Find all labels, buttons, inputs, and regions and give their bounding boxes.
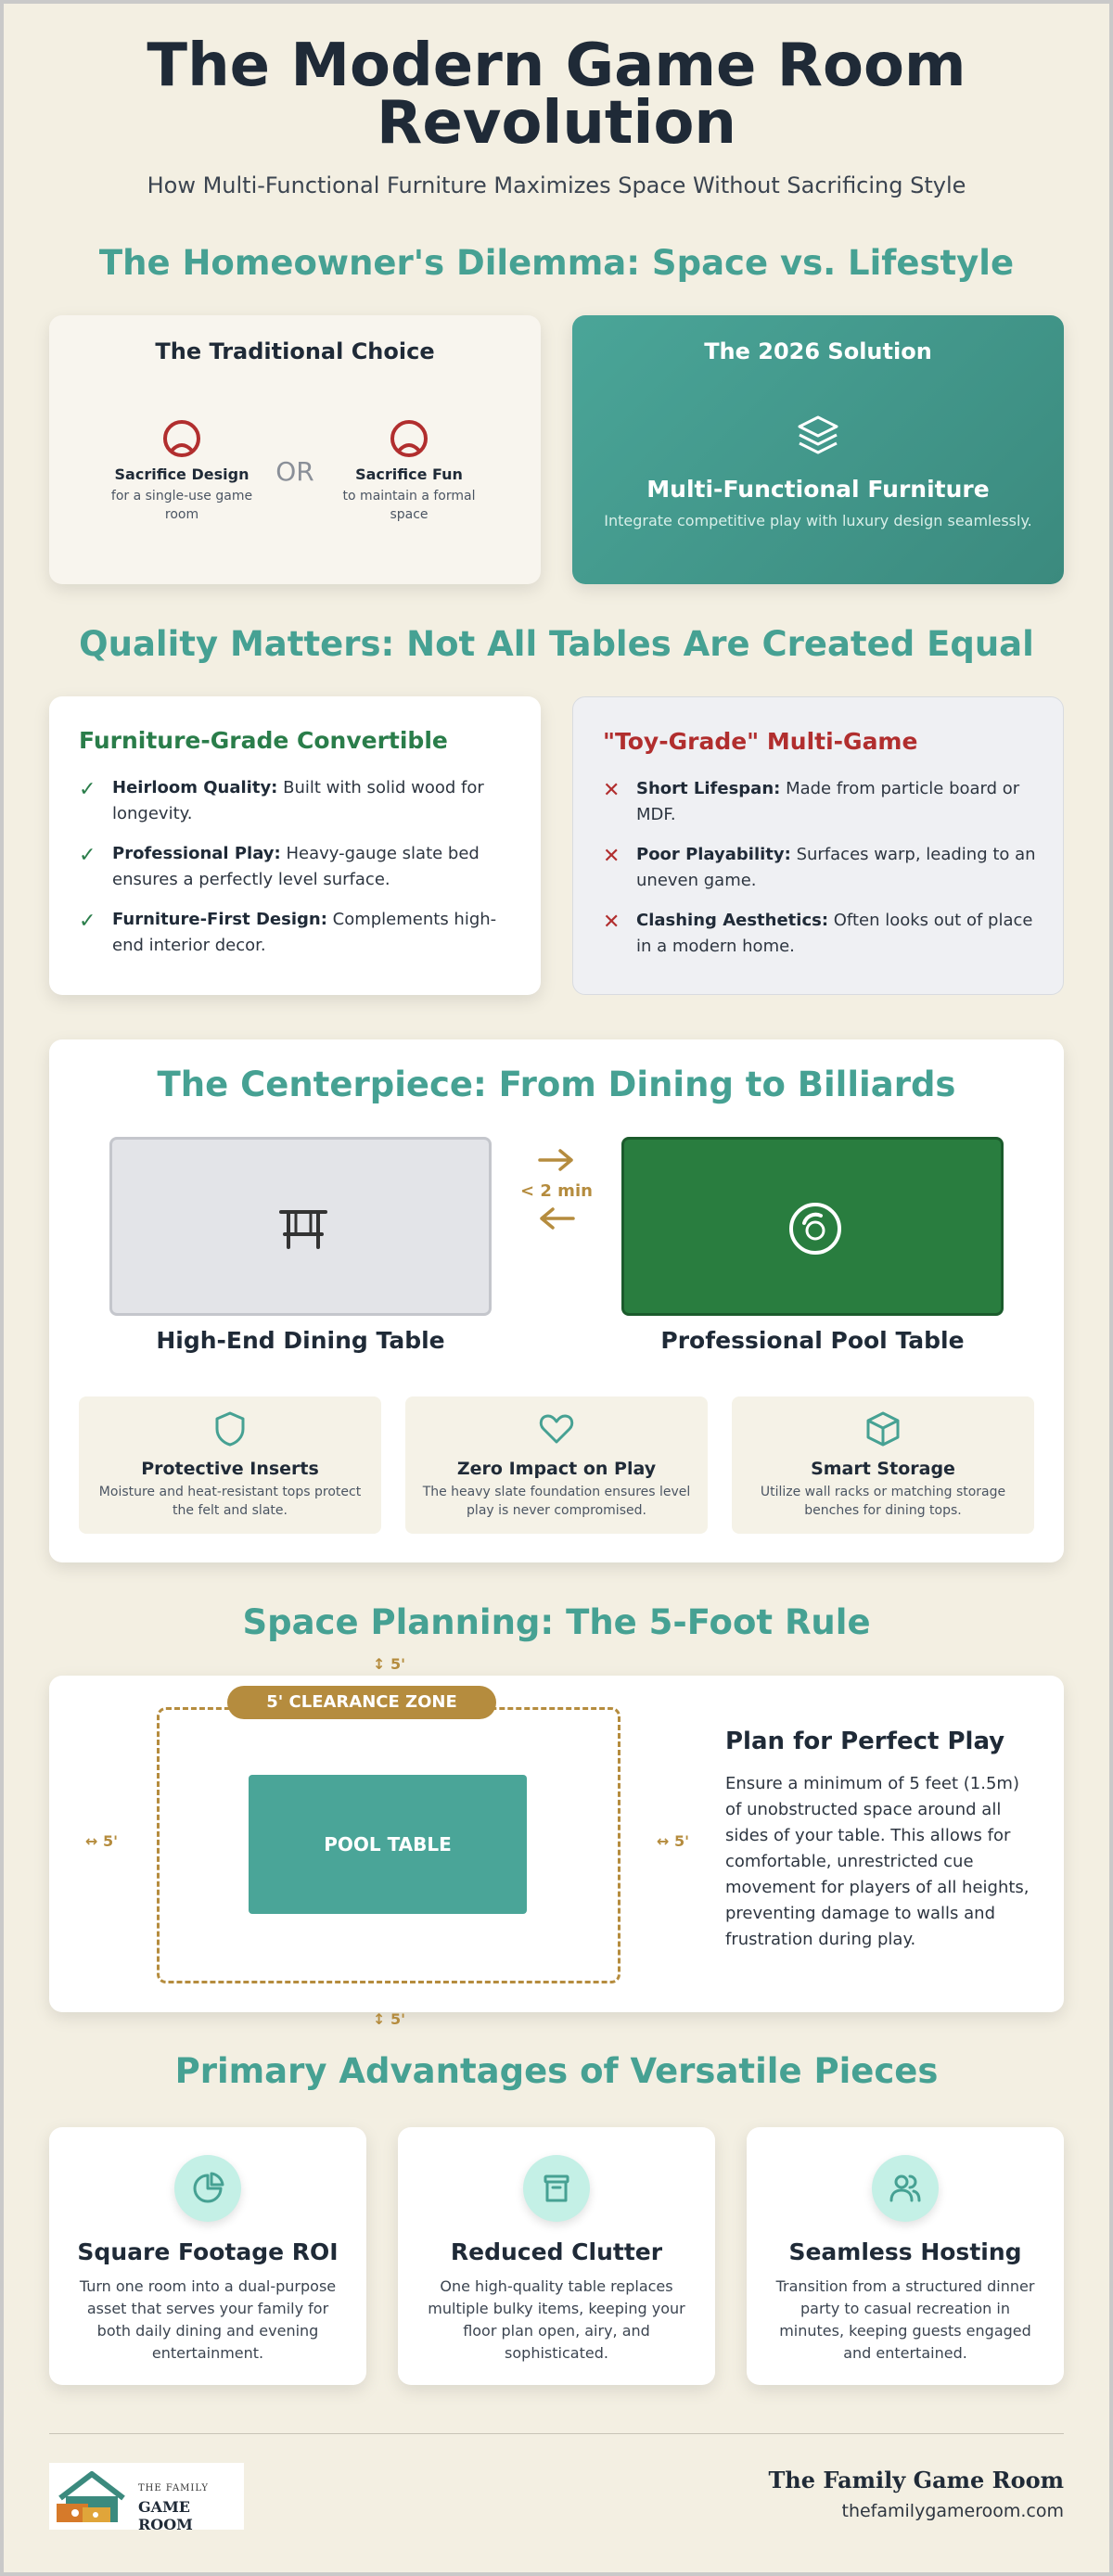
item-text: Complements high-end interior decor. bbox=[112, 910, 497, 955]
space-planning-card bbox=[49, 1676, 1064, 2012]
x-icon: ✕ bbox=[603, 911, 620, 934]
feature-title: Protective Inserts bbox=[141, 1459, 319, 1479]
sacrifice-design-title: Sacrifice Design bbox=[114, 465, 249, 483]
dining-table-illustration bbox=[109, 1137, 492, 1316]
feature-protective-inserts bbox=[79, 1396, 381, 1534]
planning-text: Ensure a minimum of 5 feet (1.5m) of unobstructed space around all sides of your table. This allows for comfortable, unrestricted cue movement for players of all heights, preventing damage to walls and frustration during play. bbox=[725, 1774, 1030, 1949]
feature-text: Utilize wall racks or matching storage benches for dining tops. bbox=[760, 1485, 1006, 1518]
sacrifice-design-option bbox=[103, 417, 261, 524]
item-label: Professional Play: bbox=[112, 844, 281, 863]
check-icon: ✓ bbox=[79, 778, 96, 801]
advantage-title: Seamless Hosting bbox=[788, 2238, 1022, 2265]
heart-icon bbox=[538, 1410, 575, 1447]
title-line-2: Revolution bbox=[377, 89, 736, 158]
feature-title: Zero Impact on Play bbox=[456, 1459, 657, 1479]
feature-text: The heavy slate foundation ensures level play is never compromised. bbox=[422, 1485, 691, 1518]
advantage-card-square-footage bbox=[49, 2127, 366, 2385]
footer-divider bbox=[49, 2433, 1064, 2434]
sacrifice-fun-sub: to maintain a formal space bbox=[342, 489, 476, 522]
item-text: Built with solid wood for longevity. bbox=[112, 778, 484, 823]
planning-section-title: Space Planning: The 5-Foot Rule bbox=[242, 1602, 871, 1642]
item-text: Surfaces warp, leading to an uneven game. bbox=[636, 845, 1036, 890]
advantage-card-seamless-hosting bbox=[747, 2127, 1064, 2385]
pool-table-illustration bbox=[621, 1137, 1004, 1316]
pool-table-diagram: POOL TABLE bbox=[249, 1775, 527, 1914]
page-title bbox=[0, 32, 1113, 158]
clearance-left-dimension: ↔ 5' bbox=[85, 1832, 119, 1850]
title-line-1: The Modern Game Room bbox=[147, 32, 966, 100]
toy-grade-card bbox=[572, 696, 1064, 995]
check-icon: ✓ bbox=[79, 910, 96, 933]
item-label: Furniture-First Design: bbox=[112, 910, 327, 929]
shield-icon bbox=[213, 1410, 247, 1447]
footer-url[interactable]: thefamilygameroom.com bbox=[841, 2501, 1064, 2521]
x-icon: ✕ bbox=[603, 779, 620, 802]
planning-heading: Plan for Perfect Play bbox=[725, 1728, 1005, 1755]
list-item bbox=[79, 841, 515, 893]
advantage-icon-circle bbox=[872, 2155, 939, 2222]
traditional-choice-card bbox=[49, 315, 541, 584]
feature-text: Moisture and heat-resistant tops protect the felt and slate. bbox=[98, 1485, 362, 1518]
convertible-title: Furniture-Grade Convertible bbox=[79, 727, 448, 754]
advantage-card-reduced-clutter bbox=[398, 2127, 715, 2385]
advantage-title: Reduced Clutter bbox=[450, 2238, 663, 2265]
list-item bbox=[79, 907, 515, 959]
clearance-zone-badge: 5' CLEARANCE ZONE bbox=[227, 1686, 496, 1719]
convertible-card bbox=[49, 696, 541, 995]
sacrifice-design-sub: for a single-use game room bbox=[110, 489, 253, 522]
solution-sub: Integrate competitive play with luxury design seamlessly. bbox=[604, 512, 1032, 529]
advantage-icon-circle bbox=[523, 2155, 590, 2222]
brand-logo[interactable] bbox=[49, 2463, 244, 2533]
users-icon bbox=[889, 2172, 922, 2205]
page-subtitle: How Multi-Functional Furniture Maximizes Space Without Sacrificing Style bbox=[147, 172, 966, 198]
house-logo-icon bbox=[55, 2470, 134, 2526]
arrow-right-icon bbox=[536, 1146, 577, 1174]
advantage-text: Transition from a structured dinner party to casual recreation in minutes, keeping guests engaged and entertained. bbox=[775, 2277, 1035, 2362]
convertible-list bbox=[79, 775, 515, 973]
advantage-title: Square Footage ROI bbox=[77, 2238, 339, 2265]
item-text: Heavy-gauge slate bed ensures a perfectly level surface. bbox=[112, 844, 480, 889]
toy-grade-list bbox=[603, 776, 1039, 974]
billiard-ball-icon bbox=[787, 1201, 843, 1256]
trash-bin-icon bbox=[540, 2172, 573, 2205]
conversion-time: < 2 min bbox=[520, 1181, 593, 1201]
x-icon: ✕ bbox=[603, 845, 620, 868]
list-item bbox=[79, 775, 515, 827]
feature-title: Smart Storage bbox=[811, 1459, 955, 1479]
clearance-bottom-dimension: ↕ 5' bbox=[373, 2010, 406, 2028]
list-item bbox=[603, 842, 1039, 894]
clearance-right-dimension: ↔ 5' bbox=[657, 1832, 690, 1850]
toy-grade-title: "Toy-Grade" Multi-Game bbox=[603, 728, 918, 755]
advantages-section-title: Primary Advantages of Versatile Pieces bbox=[174, 2051, 939, 2091]
item-text: Often looks out of place in a modern home. bbox=[636, 911, 1033, 956]
item-label: Clashing Aesthetics: bbox=[636, 911, 829, 930]
dining-table-caption: High-End Dining Table bbox=[156, 1327, 445, 1354]
conversion-indicator bbox=[492, 1146, 621, 1236]
item-label: Heirloom Quality: bbox=[112, 778, 278, 797]
feature-smart-storage bbox=[732, 1396, 1034, 1534]
pie-chart-icon bbox=[191, 2172, 224, 2205]
centerpiece-card bbox=[49, 1039, 1064, 1562]
layers-icon bbox=[795, 413, 841, 459]
dining-chair-icon bbox=[275, 1201, 331, 1256]
list-item bbox=[603, 776, 1039, 828]
sacrifice-fun-title: Sacrifice Fun bbox=[355, 465, 463, 483]
footer-brand-name: The Family Game Room bbox=[768, 2467, 1064, 2493]
feature-zero-impact bbox=[405, 1396, 708, 1534]
logo-big-text: GAME ROOM bbox=[138, 2498, 193, 2533]
pool-table-caption: Professional Pool Table bbox=[660, 1327, 965, 1354]
list-item bbox=[603, 908, 1039, 960]
item-text: Made from particle board or MDF. bbox=[636, 779, 1020, 824]
traditional-choice-title: The Traditional Choice bbox=[155, 338, 435, 364]
item-label: Poor Playability: bbox=[636, 845, 791, 864]
or-label: OR bbox=[275, 456, 314, 487]
check-icon: ✓ bbox=[79, 844, 96, 867]
solution-card bbox=[572, 315, 1064, 584]
advantage-text: One high-quality table replaces multiple bulky items, keeping your floor plan open, airy, and sophisticated. bbox=[428, 2277, 685, 2362]
solution-title: The 2026 Solution bbox=[704, 338, 932, 364]
quality-section-title: Quality Matters: Not All Tables Are Created Equal bbox=[79, 624, 1034, 664]
sad-face-icon bbox=[388, 417, 430, 460]
sad-face-icon bbox=[160, 417, 203, 460]
advantage-icon-circle bbox=[174, 2155, 241, 2222]
arrow-left-icon bbox=[536, 1205, 577, 1232]
dilemma-section-title: The Homeowner's Dilemma: Space vs. Lifestyle bbox=[98, 243, 1015, 283]
item-label: Short Lifespan: bbox=[636, 779, 781, 798]
clearance-top-dimension: ↕ 5' bbox=[373, 1655, 406, 1673]
logo-small-text: THE FAMILY bbox=[138, 2483, 209, 2493]
box-icon bbox=[864, 1410, 902, 1447]
sacrifice-fun-option bbox=[330, 417, 488, 524]
centerpiece-title: The Centerpiece: From Dining to Billiards bbox=[157, 1065, 956, 1104]
advantage-text: Turn one room into a dual-purpose asset that serves your family for both daily dining and evening entertainment. bbox=[79, 2277, 337, 2362]
solution-heading: Multi-Functional Furniture bbox=[646, 476, 990, 503]
